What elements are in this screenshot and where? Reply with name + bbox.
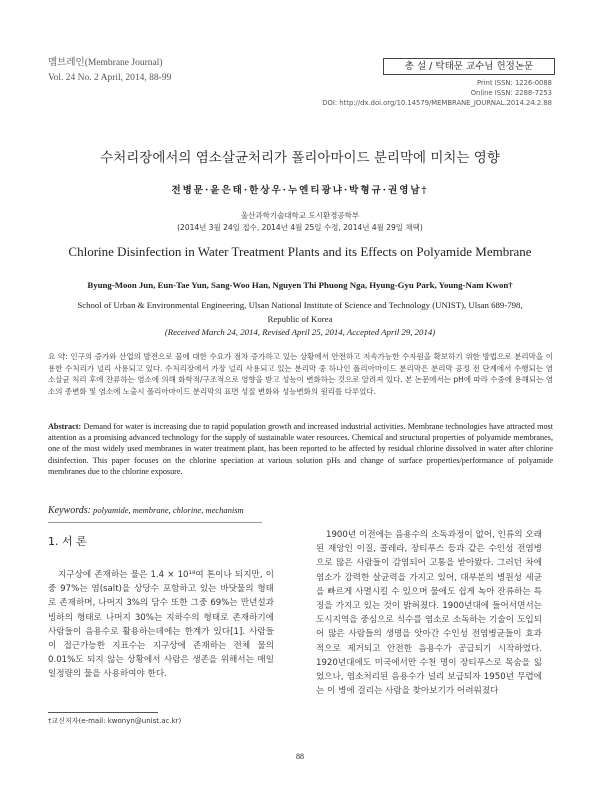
right-column-paragraph: 1900년 이전에는 음용수의 소독과정이 없어, 인류의 오래된 재앙인 이질, 콜레라, 장티푸스 등과 같은 수인성 전염병으로 많은 사람들이 감염되어 고통을 받아왔다. 그러던 차에 염소가 강력한 살균력을 가지고 있어, 대부분의 병원성 세균을 빠르게 사멸시킬 수 있으며 물에도 쉽게 녹아 잔류하는 특징을 가지고 있는 것이 밝혀졌다. 1900년대에 들어서면서는 도시지역을 중심으로 식수를 염소로 소독하는 기술이 도입되어 많은 사람들의 생명을 앗아간 수인성 전염병균들이 효과적으로 제거되고 안전한 음용수가 공급되기 시작하였다. 1920년대에도 미국에서만 수천 명이 장티푸스로 목숨을 잃었으나, 염소처리된 음용수가 널리 보급되자 1950년 무렵에는 이 병에 걸리는 사람을 찾아보기가 어려워졌다 <box>316 530 542 697</box>
journal-name: 멤브레인(Membrane Journal) <box>48 58 163 68</box>
abstract-english-label: Abstract: <box>48 422 82 431</box>
footnote: †교신저자(e-mail: kwonyn@unist.ac.kr) <box>48 717 182 725</box>
section-heading: 1. 서 론 <box>48 535 87 548</box>
abstract-korean <box>48 351 553 397</box>
keywords-label: Keywords: <box>48 505 91 516</box>
abstract-korean-text: 인구의 증가와 산업의 발전으로 물에 대한 수요가 점차 증가하고 있는 상황에서 안전하고 지속가능한 수자원을 확보하기 위한 방법으로 분리막을 이용한 수처리가 널리 사용되고 있다. 수처리장에서 가장 널리 사용되고 있는 분리막 중 하나인 폴리아마이드 분리막은 분리막 공정 전 단계에서 수행되는 염소살균 처리 후에 잔류하는 염소에 의해 화학적/구조적으로 영향을 받고 성능이 변화하는 것으로 알려져 있다. 본 논문에서는 pH에 따라 수중에 용해되는 염소의 종변화 및 염소에 노출시 폴리아마이드 분리막의 표면 성질 변화와 성능변화의 원리를 다루었다. <box>48 352 554 396</box>
dates-english: (Received March 24, 2014, Revised April 25, 2014, Accepted April 29, 2014) <box>164 327 436 337</box>
journal-header <box>48 56 171 86</box>
abstract-english-text: Demand for water is increasing due to rapid population growth and increased industrial activities. Membrane technologies have attracted most attention as a promising advanced technology for the supply of sustainable water resources. Chemical and structural properties of polyamide membranes, one of the most widely used membranes in water treatment plant, has been reported to be affected by residual chlorine dissolved in water after chlorine disinfection. This paper focuses on the chlorine speciation at various solution pHs and change of surface properties/performance of polyamide membranes due to the chlorine exposure. <box>48 422 554 476</box>
right-column <box>316 528 542 698</box>
divider <box>48 522 262 523</box>
affiliation-korean-block <box>0 210 600 234</box>
keywords-text: polyamide, membrane, chlorine, mechanism <box>93 505 244 515</box>
print-issn: Print ISSN: 1226-0088 <box>476 79 552 87</box>
abstract-english <box>48 421 553 477</box>
doi-link[interactable]: DOI: http://dx.doi.org/10.14579/MEMBRANE_JOURNAL.2014.24.2.88 <box>322 99 552 107</box>
authors-korean: 전병문·윤은태·한상우·누엔티광냐·박형규·권영남† <box>171 185 429 196</box>
affiliation-korean: 울산과학기술대학교 도시환경공학부 <box>240 211 360 220</box>
page-number: 88 <box>296 752 304 761</box>
article-type-badge: 총 설 / 탁태문 교수님 헌정논문 <box>383 58 555 75</box>
affiliation-english: School of Urban & Environmental Engineering, Ulsan National Institute of Science and Technology (UNIST), Ulsan 689-798, Republic of Korea <box>77 300 523 324</box>
left-column <box>48 568 274 682</box>
abstract-korean-label: 요 약: <box>48 352 68 361</box>
title-english: Chlorine Disinfection in Water Treatment Plants and its Effects on Polyamide Membrane <box>68 244 532 259</box>
journal-issue: Vol. 24 No. 2 April, 2014, 88-99 <box>48 73 172 83</box>
footnote-divider <box>48 712 158 713</box>
keywords <box>48 505 244 516</box>
online-issn: Online ISSN: 2288-7253 <box>470 89 552 97</box>
dates-korean: (2014년 3월 24일 접수, 2014년 4월 25일 수정, 2014년 4월 29일 채택) <box>177 223 423 232</box>
authors-english: Byung-Moon Jun, Eun-Tae Yun, Sang-Woo Han, Nguyen Thi Phuong Nga, Hyung-Gyu Park, Young-Nam Kwon† <box>87 280 513 290</box>
left-column-paragraph: 지구상에 존재하는 물은 1.4 × 10¹⁸여 톤이나 되지만, 이 중 97%는 염(salt)을 상당수 포함하고 있는 바닷물의 형태로 존재하며, 나머지 3%의 담수 또한 그중 69%는 만년설과 빙하의 형태로 나머지 30%는 지하수의 형태로 존재하기에 사람들이 음용수로 활용하는데에는 한계가 있다[1]. 사람들이 접근가능한 지표수는 지구상에 존재하는 전체 물의 0.01%도 되지 않는 상황에서 사람은 생존을 위해서는 매일 일정량의 물을 사용하여야 한다. <box>48 570 274 680</box>
title-korean: 수처리장에서의 염소살균처리가 폴리아마이드 분리막에 미치는 영향 <box>100 150 500 166</box>
issn-block <box>322 78 552 108</box>
